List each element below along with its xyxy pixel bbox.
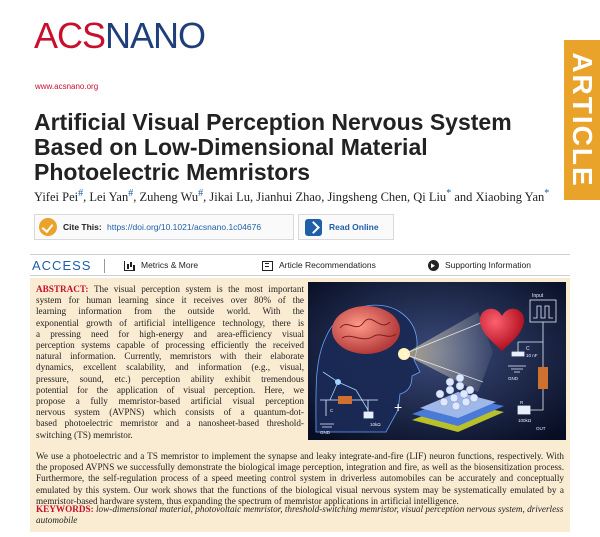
access-divider bbox=[104, 259, 105, 273]
figure-label-c-left: C bbox=[330, 408, 334, 413]
abstract-line-text: potential for the application of visual perception. Here, we bbox=[36, 384, 304, 395]
author-name[interactable]: Yifei Pei bbox=[34, 190, 79, 204]
supporting-info-link[interactable] bbox=[428, 260, 531, 271]
article-title: Artificial Visual Perception Nervous System Based on Low-Dimensional Material Photoelectric Memristors bbox=[34, 109, 512, 185]
abstract-line-text: natural information. Currently, memristors with their elaborate bbox=[36, 351, 304, 362]
access-label: ACCESS bbox=[32, 258, 92, 273]
authors-and: and bbox=[451, 190, 476, 204]
abstract-line-text: dynamics, excellent scalability, and information (e.g., visual, bbox=[36, 362, 304, 373]
external-link-icon bbox=[305, 219, 322, 236]
abstract-text-narrow bbox=[36, 284, 304, 441]
abstract-line bbox=[36, 407, 304, 418]
metrics-link[interactable] bbox=[124, 260, 198, 271]
recommendations-label: Article Recommendations bbox=[279, 260, 376, 270]
author-name[interactable]: Jingsheng Chen bbox=[327, 190, 407, 204]
abstract-line bbox=[36, 340, 304, 351]
output-resistor bbox=[518, 406, 530, 414]
cite-row bbox=[34, 214, 404, 240]
abstract-line-text: a pressing need for high-energy and area-efficiency visual bbox=[36, 328, 304, 339]
author-mark: * bbox=[446, 187, 452, 199]
abstract-line-text: exponential growth of artificial intelligence technology, there is bbox=[36, 317, 304, 328]
logo-acs: ACS bbox=[34, 15, 106, 56]
supporting-label: Supporting Information bbox=[445, 260, 531, 270]
read-online-button[interactable] bbox=[298, 214, 394, 240]
abstract-line bbox=[36, 385, 304, 396]
abstract-line bbox=[36, 306, 304, 317]
cite-label: Cite This: bbox=[63, 222, 102, 232]
figure-label-rval-left: 10kΩ bbox=[370, 422, 381, 427]
left-memristor bbox=[338, 396, 352, 404]
abstract-line bbox=[36, 329, 304, 340]
recommendations-link[interactable] bbox=[262, 260, 376, 271]
read-online-label: Read Online bbox=[329, 222, 379, 232]
figure-plus: + bbox=[394, 399, 403, 415]
author-mark: # bbox=[128, 187, 134, 199]
abstract-continuation: We use a photoelectric and a TS memristor to implement the synapse and leaky integrate-and-fire (LIF) neuron functions, respectively. With the proposed AVPNS we successfully demonstrate the biological image perception, integration and fire, as well as the biosensitization process. Furthermore, the self-regulation process of a speed meeting control system in driverless automobiles can be accurately and conceptually emulated by this system. Our work shows that the functions of the biological visual nervous system may be systematically emulated by a memristor-based hardware system, thus expanding the spectrum of memristor applications in artificial intelligence. bbox=[36, 451, 564, 506]
abstract-line-text: system for human learning since it receives over 80% of the bbox=[36, 295, 304, 306]
author-name[interactable]: Jikai Lu bbox=[209, 190, 251, 204]
abstract-line bbox=[36, 284, 304, 295]
abstract-line bbox=[36, 295, 304, 306]
abstract-line-text: pressure, sound, etc.) perception ability exhibit tremendous bbox=[36, 373, 304, 384]
author-mark: * bbox=[544, 187, 550, 199]
journal-url[interactable]: www.acsnano.org bbox=[35, 82, 99, 91]
bar-chart-icon bbox=[124, 261, 135, 271]
figure-label-out: OUT bbox=[536, 426, 546, 431]
article-side-tab bbox=[564, 40, 600, 200]
toc-graphic[interactable] bbox=[308, 282, 566, 440]
keywords-list: low-dimensional material, photovoltaic memristor, threshold-switching memristor, visual perception nervous system, driverless automobile bbox=[36, 504, 564, 526]
abstract-line-text: learning information from the outside world. With the bbox=[36, 306, 304, 317]
abstract-line bbox=[36, 418, 304, 429]
abstract-line bbox=[36, 396, 304, 407]
author-name[interactable]: Jianhui Zhao bbox=[256, 190, 322, 204]
capacitor-symbol bbox=[512, 352, 524, 356]
abstract-line bbox=[36, 318, 304, 329]
figure-label-cval: 10 nF bbox=[526, 353, 538, 358]
play-circle-icon bbox=[428, 260, 439, 271]
abstract-line-text: propose a fully memristor-based artificial visual perception bbox=[36, 396, 304, 407]
abstract-line bbox=[36, 374, 304, 385]
abstract-line-text: based photoelectric memristor and a nanosheet-based threshold- bbox=[36, 418, 304, 429]
journal-logo[interactable] bbox=[34, 15, 206, 56]
keywords bbox=[36, 504, 564, 526]
check-circle-icon bbox=[39, 218, 57, 236]
figure-label-input: Input bbox=[532, 293, 544, 299]
side-tab-label: ARTICLE bbox=[567, 52, 598, 188]
abstract-text-wide bbox=[36, 451, 564, 507]
abstract-line-text: perception systems capable of processing efficiently the received bbox=[36, 340, 304, 351]
author-mark: # bbox=[78, 187, 84, 199]
author-name[interactable]: Zuheng Wu bbox=[139, 190, 199, 204]
logo-nano: NANO bbox=[105, 15, 206, 56]
author-name[interactable]: Lei Yan bbox=[89, 190, 129, 204]
abstract-line-text: The visual perception system is the most important bbox=[93, 284, 305, 294]
abstract-line-text: nervous system (AVPNS) which consists of a quantum-dot- bbox=[36, 407, 304, 418]
keywords-label: KEYWORDS: bbox=[36, 504, 94, 514]
access-bar bbox=[30, 254, 570, 276]
abstract-line-text: switching (TS) memristor. bbox=[36, 429, 133, 440]
abstract-line bbox=[36, 362, 304, 373]
abstract-line bbox=[36, 430, 304, 441]
author-mark: # bbox=[198, 187, 204, 199]
brain-shape bbox=[332, 306, 400, 354]
author-list: Yifei Pei#, Lei Yan#, Zuheng Wu#, Jikai Lu, Jianhui Zhao, Jingsheng Chen, Qi Liu* and Xiaobing Yan* bbox=[34, 187, 550, 204]
figure-label-gnd-right: GND bbox=[508, 376, 518, 381]
abstract-line bbox=[36, 351, 304, 362]
author-name[interactable]: Xiaobing Yan bbox=[475, 190, 545, 204]
left-resistor bbox=[364, 412, 373, 418]
metrics-label: Metrics & More bbox=[141, 260, 199, 270]
doi-link[interactable]: https://doi.org/10.1021/acsnano.1c04676 bbox=[107, 222, 262, 232]
cite-this-box[interactable] bbox=[34, 214, 294, 240]
figure-label-routval: 100kΩ bbox=[518, 418, 532, 423]
memristor-symbol bbox=[538, 367, 548, 389]
figure-label-gnd-left: GND bbox=[320, 430, 330, 435]
figure-label-rout: R bbox=[520, 400, 524, 405]
article-icon bbox=[262, 261, 273, 271]
abstract-label: ABSTRACT: bbox=[36, 284, 94, 294]
figure-label-c: C bbox=[526, 346, 530, 352]
author-name[interactable]: Qi Liu bbox=[413, 190, 447, 204]
